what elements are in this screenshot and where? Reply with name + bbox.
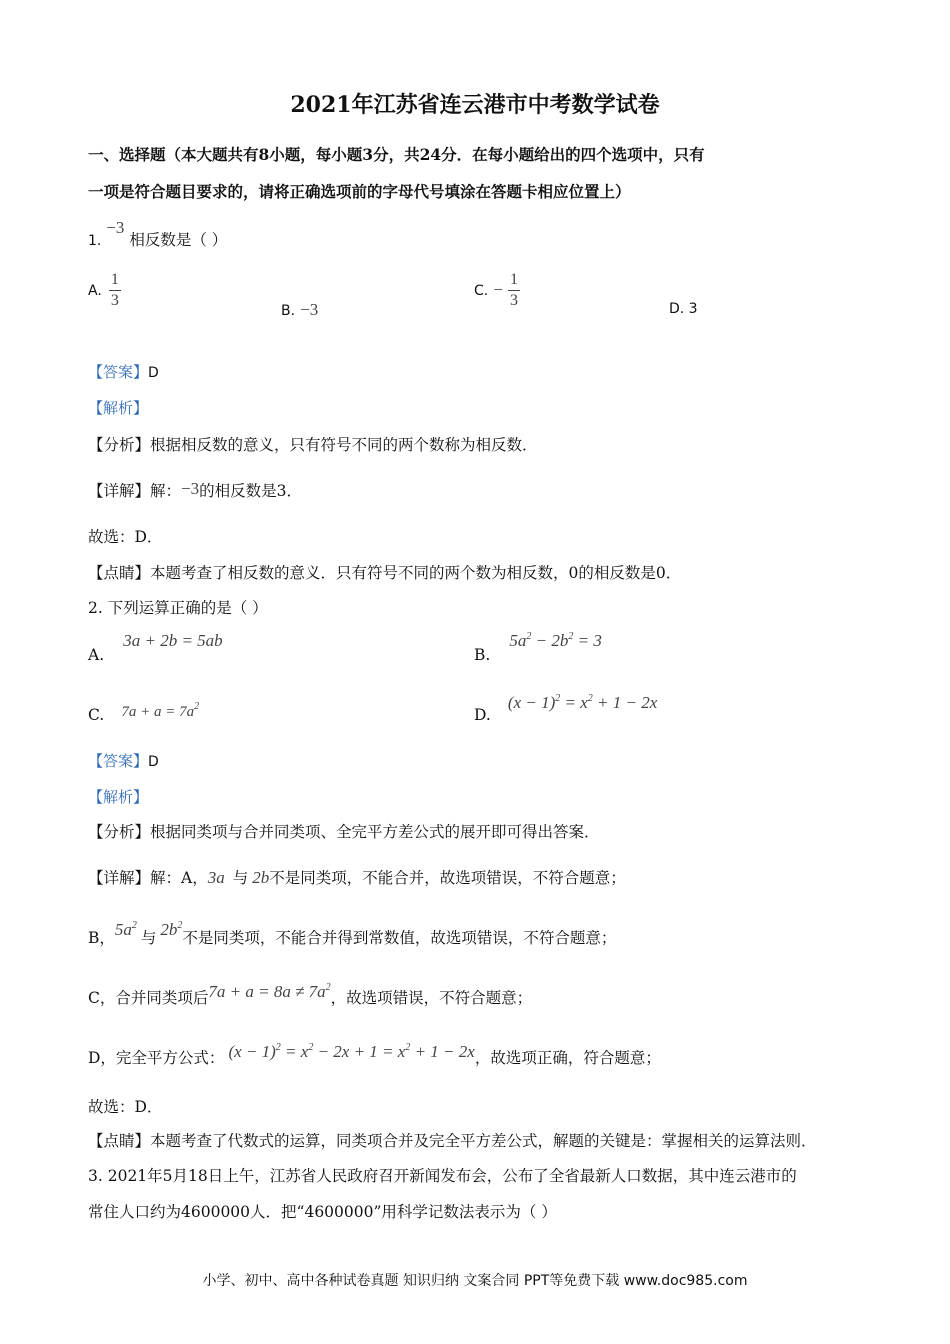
option-b — [281, 300, 318, 320]
math-expression: −3 — [106, 218, 125, 237]
question-3-line2: 常住人口约为4600000人．把“4600000”用科学记数法表示为（ ） — [88, 1203, 557, 1221]
xiangjie-line: 【详解】解：−3的相反数是3． — [88, 479, 302, 500]
math-expression: $5a^2 - 2b^2 = 3$ — [509, 631, 602, 650]
dianjing-line: 【点睛】本题考查了代数式的运算，同类项合并及完全平方差公式，解题的关键是：掌握相关的运算法则． — [88, 1132, 817, 1150]
question-text: 相反数是（ ） — [129, 231, 228, 249]
option-label: B. — [281, 303, 296, 319]
fraction: $\frac{1}{3}$ — [510, 271, 519, 309]
option-label: C. — [474, 283, 489, 299]
guxuan-line: 故选：D． — [88, 1098, 163, 1116]
math-expression: $(x - 1)^2 = x^2 + 1 - 2x$ — [507, 693, 658, 712]
math-expression: 3a + 2b = 5ab — [123, 631, 223, 650]
question-1-stem — [88, 218, 228, 250]
option-label: B. — [474, 646, 491, 664]
analysis-tag: 【解析】 — [88, 788, 149, 806]
fenxi-line: 【分析】根据相反数的意义，只有符号不同的两个数称为相反数． — [88, 436, 538, 454]
answer-line — [88, 361, 159, 382]
option-label: A. — [88, 646, 105, 664]
option-d: D. 3 — [669, 301, 698, 317]
xiangjie-line-d: D，完全平方公式： $(x - 1)^2 = x^2 - 2x + 1 = x^2 + 1 - 2x$，故选项正确，符合题意； — [88, 1042, 661, 1067]
dianjing-line: 【点睛】本题考查了相反数的意义．只有符号不同的两个数为相反数，0的相反数是0． — [88, 564, 682, 582]
minus-sign: − — [493, 280, 503, 299]
xiangjie-line-c: C，合并同类项后$7a + a = 8a \ne 7a^2$，故选项错误，不符合题意； — [88, 982, 533, 1007]
answer-line — [88, 750, 159, 771]
option-label: D. — [474, 706, 491, 724]
question-number: 1. — [88, 233, 102, 249]
fenxi-line: 【分析】根据同类项与合并同类项、全完平方差公式的展开即可得出答案． — [88, 823, 600, 841]
option-b — [474, 631, 602, 664]
guxuan-line: 故选：D． — [88, 528, 163, 546]
answer-value: D — [148, 754, 159, 770]
option-c — [474, 272, 520, 309]
option-d — [474, 693, 658, 724]
option-c — [88, 701, 200, 724]
page-title: 2021年江苏省连云港市中考数学试卷 — [290, 92, 660, 118]
math-expression: −3 — [300, 300, 319, 319]
page-footer: 小学、初中、高中各种试卷真题 知识归纳 文案合同 PPT等免费下载 www.doc985.com — [202, 1273, 748, 1289]
section-heading-line2: 一项是符合题目要求的，请将正确选项前的字母代号填涂在答题卡相应位置上） — [88, 182, 631, 201]
question-3-line1: 3. 2021年5月18日上午，江苏省人民政府召开新闻发布会，公布了全省最新人口数据，其中连云港市的 — [88, 1167, 797, 1185]
option-a — [88, 272, 121, 309]
question-2-stem: 2. 下列运算正确的是（ ） — [88, 599, 268, 617]
xiangjie-line-b: B，$5a^2$与 $2b^2$不是同类项，不能合并得到常数值，故选项错误，不符合题意； — [88, 920, 617, 947]
option-label: A. — [88, 283, 102, 299]
option-label: C. — [88, 706, 105, 724]
fraction: $\frac{1}{3}$ — [110, 271, 119, 309]
section-heading-line1: 一、选择题（本大题共有8小题，每小题3分，共24分．在每小题给出的四个选项中，只有 — [88, 145, 705, 164]
xiangjie-line-a: 【详解】解：A，3a 与 2b不是同类项，不能合并，故选项错误，不符合题意； — [88, 868, 626, 887]
option-a — [88, 631, 223, 664]
answer-tag: 【答案】 — [88, 363, 149, 381]
math-expression: $7a + a = 7a^2$ — [121, 701, 200, 720]
answer-value: D — [148, 365, 159, 381]
analysis-tag: 【解析】 — [88, 399, 149, 417]
answer-tag: 【答案】 — [88, 752, 149, 770]
